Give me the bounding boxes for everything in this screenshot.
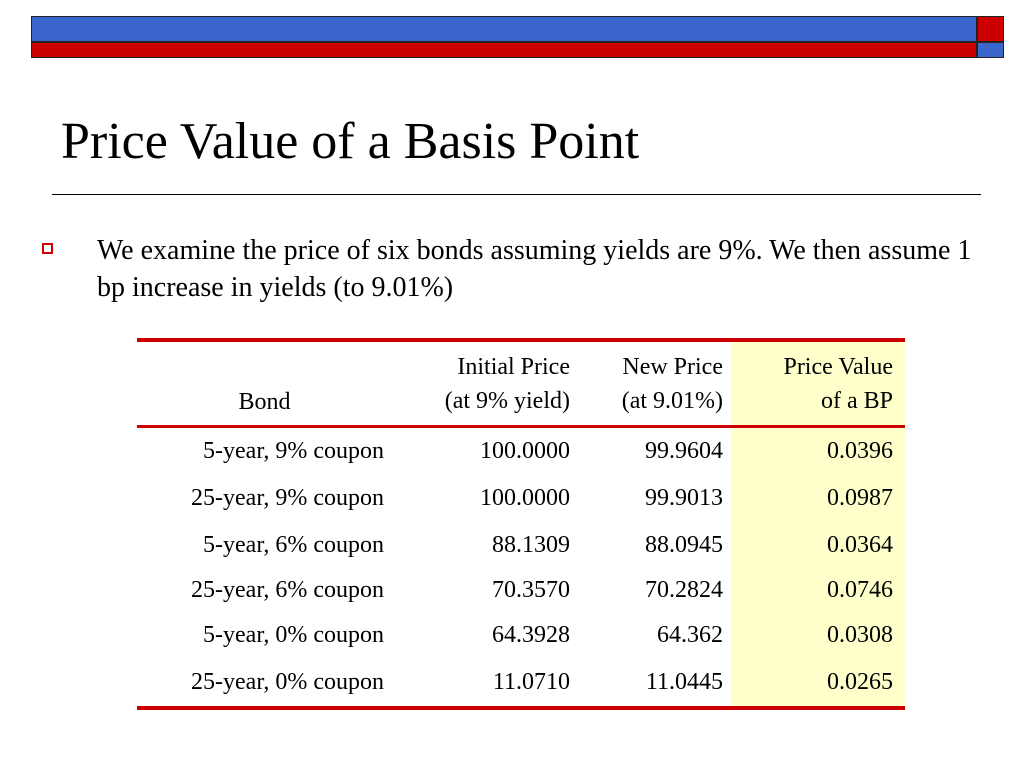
header-bond: Bond: [238, 388, 291, 415]
cell-new-price: 64.362: [657, 621, 723, 648]
cell-bond: 25-year, 0% coupon: [191, 669, 384, 695]
cell-pvbp: 0.0746: [731, 568, 905, 611]
cell-initial-price: 88.1309: [492, 531, 570, 558]
cell-pvbp: 0.0265: [731, 658, 905, 708]
cell-bond: 25-year, 9% coupon: [191, 484, 384, 511]
title-divider: [52, 194, 981, 195]
cell-new-price: 99.9013: [645, 484, 723, 511]
cell-new-price: 99.9604: [645, 437, 723, 464]
table-row: [137, 658, 905, 708]
cell-initial-price: 11.0710: [492, 669, 570, 695]
cell-pvbp: 0.0396: [731, 426, 905, 474]
table-row: [137, 426, 905, 474]
cell-initial-price: 70.3570: [492, 576, 570, 603]
pvbp-table: [137, 338, 905, 710]
table-header-row: [137, 340, 905, 426]
table-row: [137, 568, 905, 611]
hollow-square-bullet-icon: [42, 243, 53, 254]
header-initial-price: Initial Price (at 9% yield): [444, 354, 570, 414]
cell-bond: 5-year, 0% coupon: [203, 621, 384, 648]
cell-pvbp: 0.0308: [731, 611, 905, 658]
cell-initial-price: 64.3928: [492, 621, 570, 648]
header-blue-square: [977, 42, 1004, 58]
header-price-value-bp: Price Value of a BP: [731, 340, 905, 426]
cell-initial-price: 100.0000: [480, 484, 570, 511]
header-new-price: New Price (at 9.01%): [621, 354, 723, 414]
cell-pvbp: 0.0364: [731, 521, 905, 568]
table-row: [137, 611, 905, 658]
header-red-bar: [31, 42, 977, 58]
cell-new-price: 70.2824: [645, 576, 723, 603]
cell-bond: 5-year, 9% coupon: [203, 437, 384, 464]
cell-pvbp: 0.0987: [731, 474, 905, 521]
slide-title: Price Value of a Basis Point: [61, 113, 640, 170]
table-row: [137, 521, 905, 568]
cell-bond: 25-year, 6% coupon: [191, 576, 384, 603]
cell-initial-price: 100.0000: [480, 437, 570, 464]
bullet-text: We examine the price of six bonds assuming yields are 9%. We then assume 1 bp increase in yields (to 9.01%): [97, 235, 972, 303]
table-row: [137, 474, 905, 521]
header-red-square: [977, 16, 1004, 42]
cell-bond: 5-year, 6% coupon: [203, 531, 384, 558]
cell-new-price: 11.0445: [645, 669, 723, 695]
cell-new-price: 88.0945: [645, 531, 723, 558]
header-blue-bar: [31, 16, 977, 42]
